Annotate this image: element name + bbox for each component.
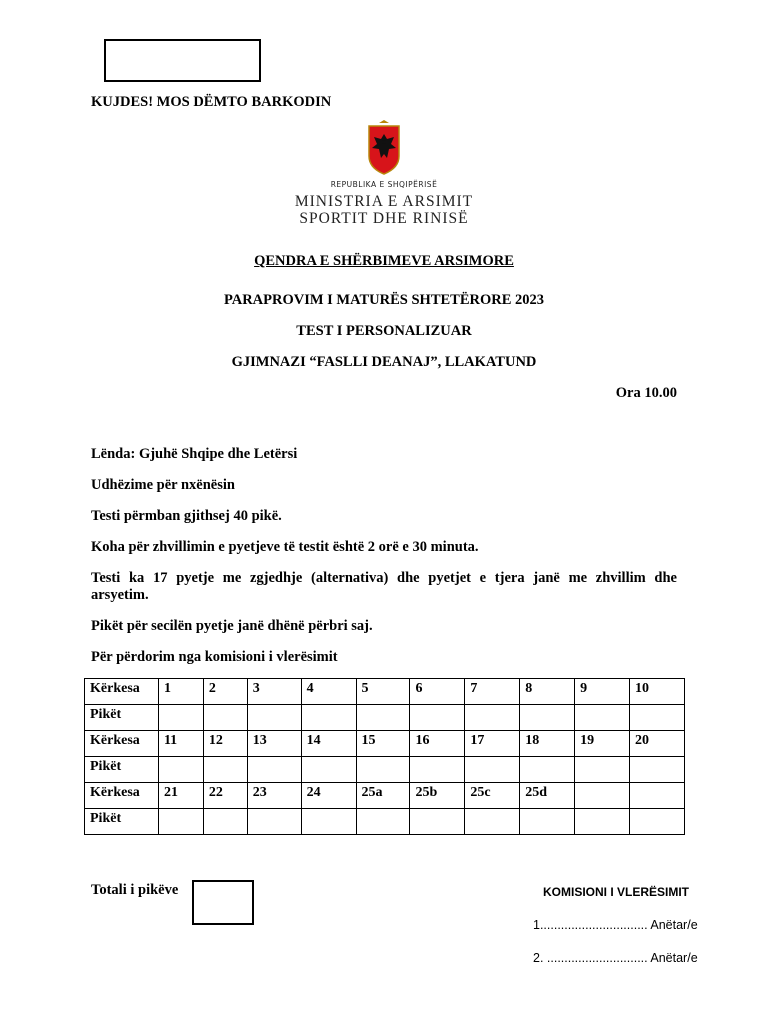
total-points-note: Testi përmban gjithsej 40 pikë. bbox=[91, 508, 282, 524]
points-entry-cell[interactable] bbox=[203, 757, 247, 783]
question-number-cell: 19 bbox=[575, 731, 630, 757]
points-entry-cell[interactable] bbox=[203, 705, 247, 731]
points-row-label: Pikët bbox=[85, 809, 159, 835]
question-number-cell: 7 bbox=[465, 679, 520, 705]
question-number-cell: 25d bbox=[520, 783, 575, 809]
question-number-cell bbox=[575, 783, 630, 809]
points-entry-cell[interactable] bbox=[520, 809, 575, 835]
question-number-cell: 12 bbox=[203, 731, 247, 757]
points-entry-cell[interactable] bbox=[630, 809, 685, 835]
question-number-cell: 25c bbox=[465, 783, 520, 809]
question-number-cell: 17 bbox=[465, 731, 520, 757]
points-note: Pikët për secilën pyetje janë dhënë përbri saj. bbox=[91, 618, 373, 634]
points-entry-cell[interactable] bbox=[247, 757, 301, 783]
points-entry-cell[interactable] bbox=[247, 809, 301, 835]
points-entry-cell[interactable] bbox=[575, 809, 630, 835]
points-row bbox=[85, 705, 685, 731]
barcode-warning: KUJDES! MOS DËMTO BARKODIN bbox=[91, 94, 332, 110]
question-number-cell: 25b bbox=[410, 783, 465, 809]
requirement-row-label: Kërkesa bbox=[85, 783, 159, 809]
points-row-label: Pikët bbox=[85, 705, 159, 731]
total-label: Totali i pikëve bbox=[91, 882, 179, 898]
points-row bbox=[85, 809, 685, 835]
points-entry-cell[interactable] bbox=[158, 705, 203, 731]
question-number-cell: 21 bbox=[158, 783, 203, 809]
question-number-cell: 15 bbox=[356, 731, 410, 757]
commission-title: KOMISIONI I VLERËSIMIT bbox=[543, 885, 690, 899]
question-number-cell: 13 bbox=[247, 731, 301, 757]
question-number-cell: 22 bbox=[203, 783, 247, 809]
ministry-line-2: SPORTIT DHE RINISË bbox=[299, 210, 469, 227]
duration-note: Koha për zhvillimin e pyetjeve të testit është 2 orë e 30 minuta. bbox=[91, 539, 479, 555]
question-number-cell: 2 bbox=[203, 679, 247, 705]
questions-note-line-2: arsyetim. bbox=[91, 587, 149, 603]
points-entry-cell[interactable] bbox=[410, 705, 465, 731]
points-entry-cell[interactable] bbox=[301, 809, 356, 835]
points-entry-cell[interactable] bbox=[575, 705, 630, 731]
school-title: GJIMNAZI “FASLLI DEANAJ”, LLAKATUND bbox=[231, 354, 537, 370]
points-entry-cell[interactable] bbox=[356, 809, 410, 835]
question-number-cell bbox=[630, 783, 685, 809]
requirement-row bbox=[85, 731, 685, 757]
question-number-cell: 18 bbox=[520, 731, 575, 757]
points-entry-cell[interactable] bbox=[356, 705, 410, 731]
question-number-cell: 3 bbox=[247, 679, 301, 705]
points-entry-cell[interactable] bbox=[630, 757, 685, 783]
exam-time: Ora 10.00 bbox=[615, 385, 677, 401]
questions-note-line-1: Testi ka 17 pyetje me zgjedhje (alternativa) dhe pyetjet e tjera janë me zhvillim dhe bbox=[91, 570, 677, 586]
points-entry-cell[interactable] bbox=[203, 809, 247, 835]
question-number-cell: 4 bbox=[301, 679, 356, 705]
question-number-cell: 20 bbox=[630, 731, 685, 757]
points-entry-cell[interactable] bbox=[410, 757, 465, 783]
question-number-cell: 25a bbox=[356, 783, 410, 809]
points-entry-cell[interactable] bbox=[158, 809, 203, 835]
test-title: TEST I PERSONALIZUAR bbox=[296, 323, 472, 339]
instructions-title: Udhëzime për nxënësin bbox=[91, 477, 235, 493]
points-entry-cell[interactable] bbox=[410, 809, 465, 835]
question-number-cell: 9 bbox=[575, 679, 630, 705]
points-row-label: Pikët bbox=[85, 757, 159, 783]
commission-use-note: Për përdorim nga komisioni i vlerësimit bbox=[91, 649, 338, 665]
question-number-cell: 24 bbox=[301, 783, 356, 809]
points-entry-cell[interactable] bbox=[630, 705, 685, 731]
republic-label: REPUBLIKA E SHQIPËRISË bbox=[330, 180, 438, 189]
points-row bbox=[85, 757, 685, 783]
points-entry-cell[interactable] bbox=[356, 757, 410, 783]
total-points-box[interactable] bbox=[192, 880, 254, 925]
question-number-cell: 16 bbox=[410, 731, 465, 757]
points-entry-cell[interactable] bbox=[520, 705, 575, 731]
requirement-row bbox=[85, 783, 685, 809]
points-entry-cell[interactable] bbox=[158, 757, 203, 783]
points-entry-cell[interactable] bbox=[465, 809, 520, 835]
question-number-cell: 1 bbox=[158, 679, 203, 705]
ministry-line-1: MINISTRIA E ARSIMIT bbox=[294, 193, 474, 210]
question-number-cell: 23 bbox=[247, 783, 301, 809]
requirement-row-label: Kërkesa bbox=[85, 731, 159, 757]
question-number-cell: 10 bbox=[630, 679, 685, 705]
points-entry-cell[interactable] bbox=[301, 757, 356, 783]
question-number-cell: 11 bbox=[158, 731, 203, 757]
question-number-cell: 14 bbox=[301, 731, 356, 757]
points-entry-cell[interactable] bbox=[301, 705, 356, 731]
points-entry-cell[interactable] bbox=[575, 757, 630, 783]
commission-member-1: 1............................... Anëtar/e bbox=[533, 918, 698, 932]
question-number-cell: 5 bbox=[356, 679, 410, 705]
requirement-row-label: Kërkesa bbox=[85, 679, 159, 705]
points-entry-cell[interactable] bbox=[465, 757, 520, 783]
albania-emblem-icon bbox=[364, 120, 404, 176]
commission-member-2: 2. ............................. Anëtar/e bbox=[533, 951, 698, 965]
points-entry-cell[interactable] bbox=[465, 705, 520, 731]
points-entry-cell[interactable] bbox=[247, 705, 301, 731]
points-entry-cell[interactable] bbox=[520, 757, 575, 783]
question-number-cell: 8 bbox=[520, 679, 575, 705]
barcode-box bbox=[104, 39, 261, 82]
requirement-row bbox=[85, 679, 685, 705]
question-number-cell: 6 bbox=[410, 679, 465, 705]
scoring-table bbox=[84, 678, 685, 835]
center-title: QENDRA E SHËRBIMEVE ARSIMORE bbox=[254, 253, 514, 269]
exam-title: PARAPROVIM I MATURËS SHTETËRORE 2023 bbox=[223, 292, 545, 308]
subject: Lënda: Gjuhë Shqipe dhe Letërsi bbox=[91, 446, 298, 462]
